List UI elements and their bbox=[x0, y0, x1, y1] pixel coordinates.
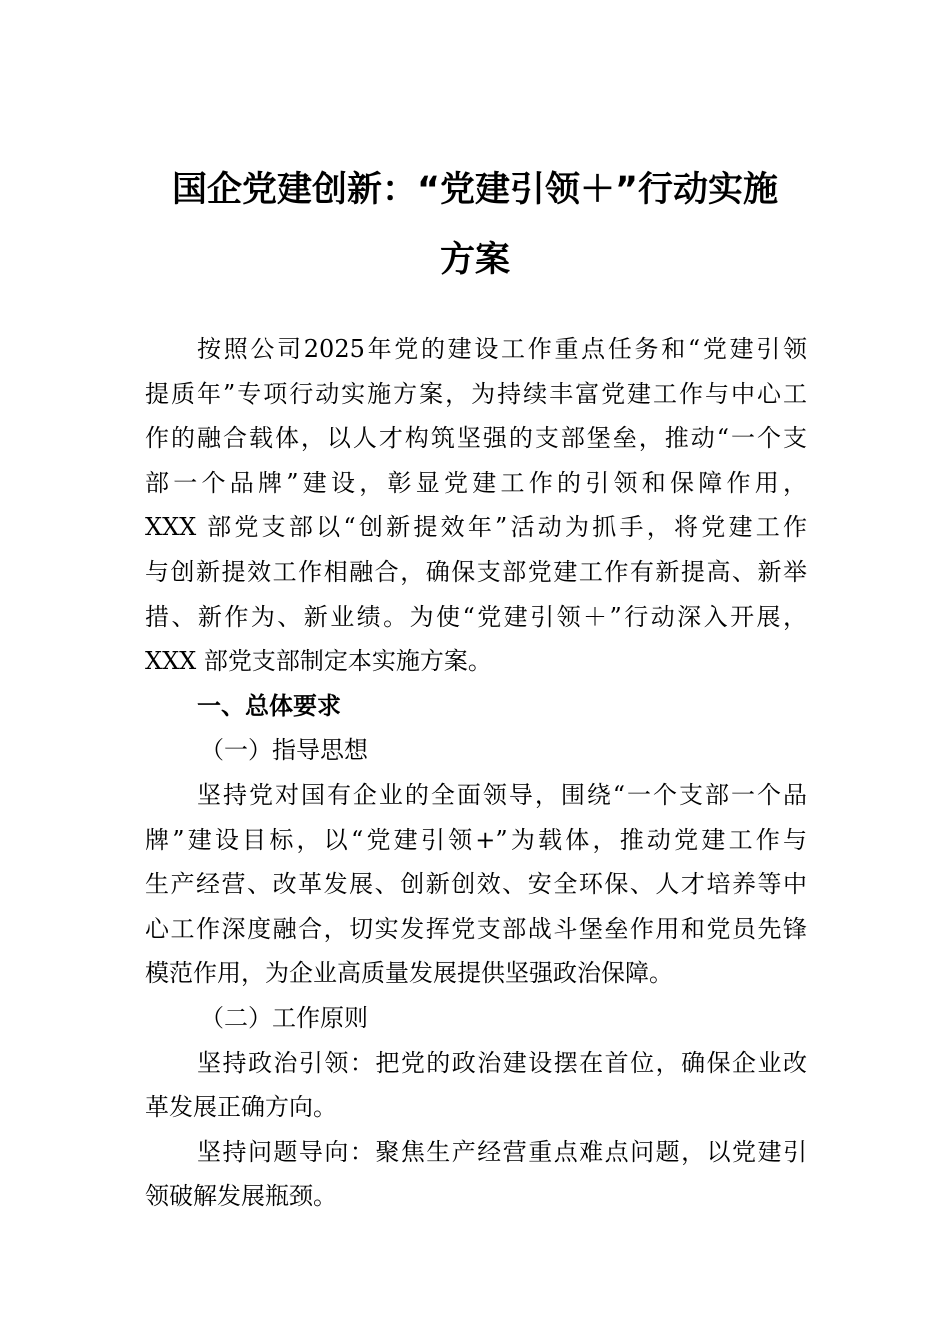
text-line: 牌”建设目标，以“党建引领+”为载体，推动党建工作与 bbox=[145, 825, 807, 854]
text-line: 生产经营、改革发展、创新创效、安全环保、人才培养等中 bbox=[145, 870, 807, 899]
text-line: 部一个品牌”建设，彰显党建工作的引领和保障作用， bbox=[145, 468, 807, 497]
text-line: 坚持问题导向：聚焦生产经营重点难点问题，以党建引 bbox=[197, 1137, 807, 1166]
text-line: 措、新作为、新业绩。为使“党建引领＋”行动深入开展， bbox=[145, 602, 807, 631]
text-line: 与创新提效工作相融合，确保支部党建工作有新提高、新举 bbox=[145, 557, 807, 586]
section-heading: 一、总体要求 bbox=[197, 691, 341, 720]
text-line: 提质年”专项行动实施方案，为持续丰富党建工作与中心工 bbox=[145, 379, 807, 408]
intro-paragraph bbox=[145, 327, 807, 684]
subsection-heading: （一）指导思想 bbox=[200, 736, 368, 765]
text-line: XXX 部党支部制定本实施方案。 bbox=[145, 647, 492, 676]
document-title-line-1: 国企党建创新：“党建引领＋”行动实施 bbox=[171, 170, 778, 210]
text-line: 坚持党对国有企业的全面领导，围绕“一个支部一个品 bbox=[197, 780, 807, 809]
text-line: 作的融合载体，以人才构筑坚强的支部堡垒，推动“一个支 bbox=[145, 424, 807, 453]
text-line: 模范作用，为企业高质量发展提供坚强政治保障。 bbox=[145, 959, 673, 988]
text-line: XXX 部党支部以“创新提效年”活动为抓手，将党建工作 bbox=[145, 513, 807, 542]
document-title-line-2: 方案 bbox=[439, 240, 510, 280]
text-line: 按照公司2025年党的建设工作重点任务和“党建引领 bbox=[197, 335, 807, 363]
text-line: 坚持政治引领：把党的政治建设摆在首位，确保企业改 bbox=[197, 1048, 807, 1077]
principle-paragraph bbox=[145, 1041, 807, 1130]
text-line: 心工作深度融合，切实发挥党支部战斗堡垒作用和党员先锋 bbox=[145, 914, 807, 943]
text-line: 革发展正确方向。 bbox=[145, 1093, 337, 1122]
document-body bbox=[145, 327, 807, 1219]
principle-paragraph bbox=[145, 1130, 807, 1219]
text-line: 领破解发展瓶颈。 bbox=[145, 1182, 337, 1211]
guiding-thought-paragraph bbox=[145, 773, 807, 996]
subsection-heading: （二）工作原则 bbox=[200, 1003, 368, 1032]
